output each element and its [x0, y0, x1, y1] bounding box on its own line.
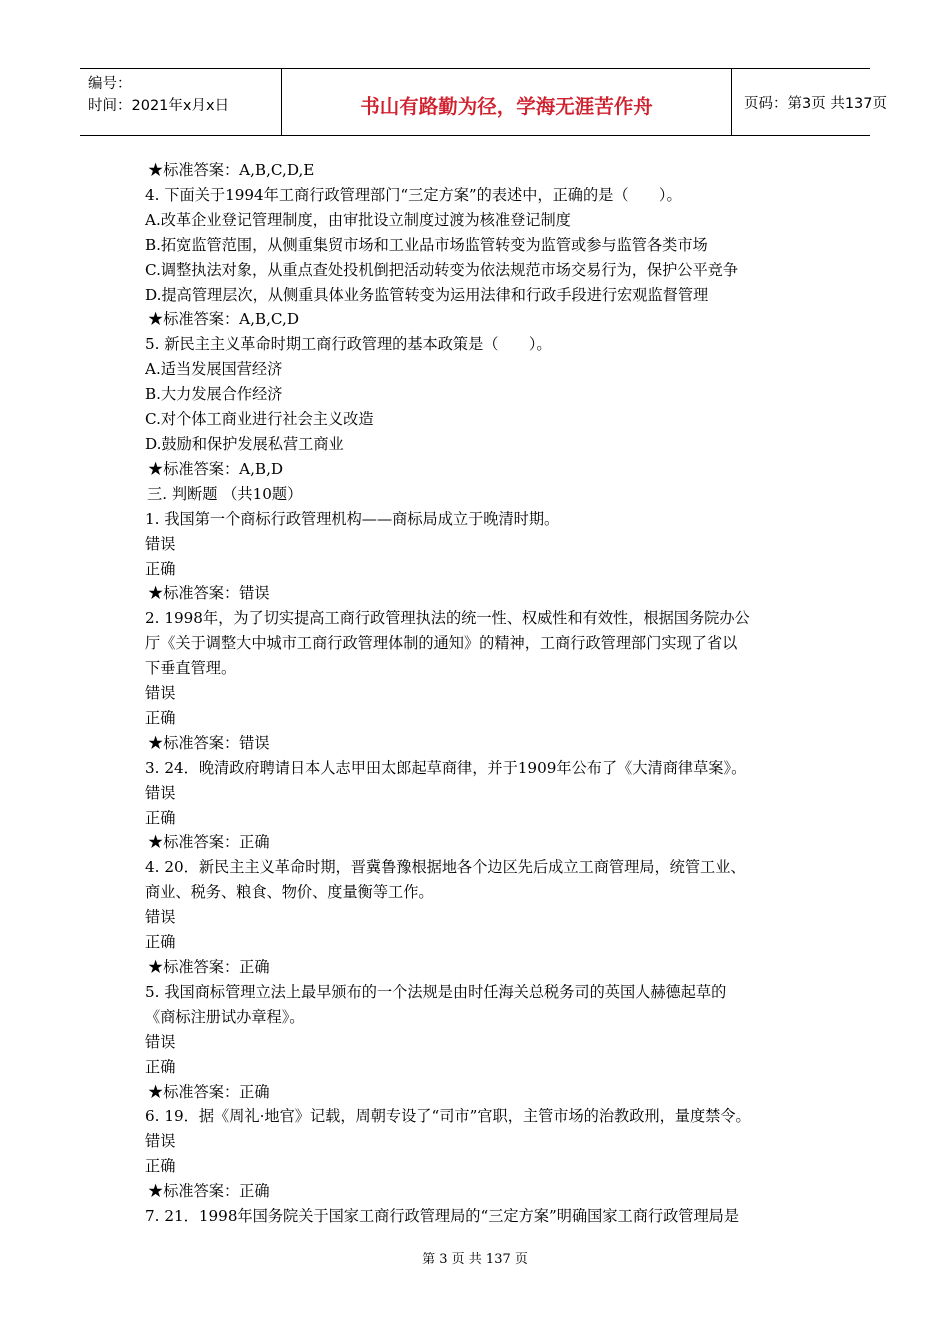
footer-page-number: 第 3 页 共 137 页 [422, 1252, 528, 1267]
answer-line: ★标准答案：正确 [148, 1182, 270, 1201]
answer-line: ★标准答案：正确 [148, 958, 270, 976]
text-line: 1. 我国第一个商标行政管理机构——商标局成立于晚清时期。 [145, 509, 560, 528]
text-line: 3. 24．晚清政府聘请日本人志甲田太郎起草商律，并于1909年公布了《大清商律草案》。 [145, 758, 747, 777]
answer-line: ★标准答案：正确 [148, 833, 270, 852]
document-date-label: 时间：2021年x月x日 [88, 98, 230, 114]
text-line: 5. 我国商标管理立法上最早颁布的一个法规是由时任海关总税务司的英国人赫德起草的 [145, 982, 727, 1001]
header-meta [80, 69, 282, 135]
text-line: 厅《关于调整大中城市工商行政管理体制的通知》的精神，工商行政管理部门实现了省以 [145, 634, 738, 653]
text-line: 《商标注册试办章程》。 [145, 1007, 305, 1026]
text-line: 错误 [145, 534, 176, 553]
answer-line: ★标准答案：A,B,D [148, 459, 284, 478]
text-line: 4. 下面关于1994年工商行政管理部门“三定方案”的表述中，正确的是（ ）。 [145, 185, 682, 204]
text-line: 2. 1998年，为了切实提高工商行政管理执法的统一性、权威性和有效性，根据国务院办公 [145, 609, 750, 628]
answer-line: ★标准答案：A,B,C,D [148, 310, 299, 329]
text-line: 6. 19．据《周礼·地官》记载，周朝专设了“司市”官职，主管市场的治教政刑，量度禁令。 [145, 1107, 751, 1126]
text-line: D.鼓励和保护发展私营工商业 [145, 434, 344, 453]
document-number-label: 编号： [88, 76, 132, 92]
answer-line: ★标准答案：错误 [148, 584, 270, 603]
answer-line: ★标准答案：A,B,C,D,E [148, 161, 315, 179]
page-footer [0, 1248, 950, 1267]
text-line: 错误 [145, 1132, 176, 1151]
text-line: 错误 [145, 908, 176, 927]
text-line: 正确 [145, 1157, 176, 1176]
text-line: 正确 [145, 1057, 176, 1076]
text-line: 下垂直管理。 [145, 659, 237, 678]
text-line: 7. 21．1998年国务院关于国家工商行政管理局的“三定方案”明确国家工商行政管理局是 [145, 1207, 740, 1226]
text-line: C.调整执法对象，从重点查处投机倒把活动转变为依法规范市场交易行为，保护公平竞争 [145, 260, 739, 279]
section-heading: 三. 判断题 （共10题） [147, 484, 303, 503]
header-page-code: 页码：第3页 共137页 [744, 95, 888, 112]
text-line: 错误 [145, 684, 176, 703]
text-line: 正确 [145, 708, 176, 727]
header-motto: 书山有路勤为径，学海无涯苦作舟 [282, 69, 732, 135]
page-header [80, 68, 888, 136]
text-line: A.改革企业登记管理制度，由审批设立制度过渡为核准登记制度 [145, 210, 571, 229]
text-line: 正确 [145, 933, 176, 952]
document-body [145, 158, 815, 1229]
text-line: D.提高管理层次，从侧重具体业务监管转变为运用法律和行政手段进行宏观监督管理 [145, 285, 709, 304]
text-line: 4. 20．新民主主义革命时期，晋冀鲁豫根据地各个边区先后成立工商管理局，统管工业、 [145, 858, 746, 877]
answer-line: ★标准答案：错误 [148, 733, 270, 752]
answer-line: ★标准答案：正确 [148, 1082, 270, 1101]
text-line: B.大力发展合作经济 [145, 385, 283, 404]
text-line: C.对个体工商业进行社会主义改造 [145, 410, 374, 429]
text-line: A.适当发展国营经济 [145, 360, 283, 379]
text-line: 5. 新民主主义革命时期工商行政管理的基本政策是（ ）。 [145, 335, 552, 354]
text-line: 正确 [145, 808, 176, 827]
text-line: 正确 [145, 559, 176, 578]
text-line: 错误 [145, 1032, 176, 1051]
text-line: 商业、税务、粮食、物价、度量衡等工作。 [145, 883, 434, 902]
text-line: 错误 [145, 783, 176, 802]
text-line: B.拓宽监管范围，从侧重集贸市场和工业品市场监管转变为监管或参与监管各类市场 [145, 235, 708, 254]
